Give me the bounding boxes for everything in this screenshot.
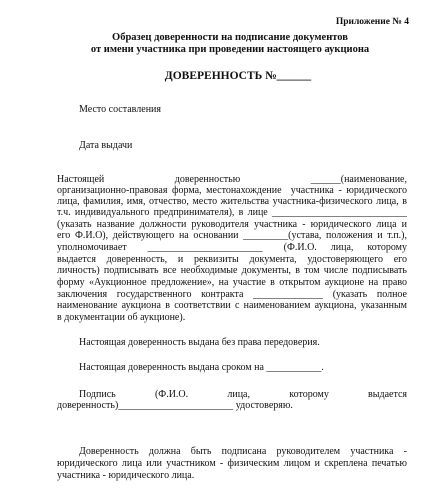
body-line: лица, фамилия, имя, отчество, место жительства участника-физического лица, в [57,196,407,207]
signature-line: Подпись (Ф.И.О. лица, которому выдается [79,389,407,400]
signature-line: доверенность)_______________________ удостоверяю. [57,400,293,411]
body-line: выдается доверенность, и реквизиты документа, удостоверяющего его [57,254,407,265]
body-line: личность) подписывать все необходимые документы, в том числе подписывать [57,265,407,276]
body-line: уполномочивает _______________________ (Ф.И.О. лица, которому [57,242,407,253]
footer-line: юридического лица или участником - физическим лицом и скреплена печатью [57,458,407,469]
no-transfer-line: Настоящая доверенность выдана без права передоверия. [79,337,320,348]
date-label: Дата выдачи [79,140,133,151]
body-line: организационно-правовая форма, местонахождение участника - юридического [57,185,407,196]
body-line: т.ч. индивидуального предпринимателя), в лице ___________________________ [57,207,407,218]
body-line: заключения государственного контракта ______________ (указать полное [57,289,407,300]
body-line: (указать название должности руководителя участника - юридического лица и [57,219,407,230]
body-line: Настоящей доверенностью ______(наименование, [57,174,407,185]
place-label: Место составления [79,104,162,115]
term-line: Настоящая доверенность выдана сроком на ___________. [79,362,324,373]
footer-line: участника - юридического лица. [57,470,195,481]
doc-heading: ДОВЕРЕННОСТЬ №______ [164,70,312,82]
document-title-line-1: Образец доверенности на подписание документов [112,32,348,43]
body-line: наименование аукциона в соответствии с наименованием аукциона, указанным [57,300,407,311]
body-line: форму «Аукционное предложение», на участие в открытом аукционе на право [57,277,407,288]
document-title-line-2: от имени участника при проведении настоящего аукциона [90,44,370,55]
footer-line: Доверенность должна быть подписана руководителем участника - [79,446,407,457]
body-line: в документации об аукционе). [57,312,186,323]
annex-label: Приложение № 4 [335,17,409,27]
body-line: его Ф.И.О), действующего на основании _________(устава, положения и т.п.), [57,230,407,241]
